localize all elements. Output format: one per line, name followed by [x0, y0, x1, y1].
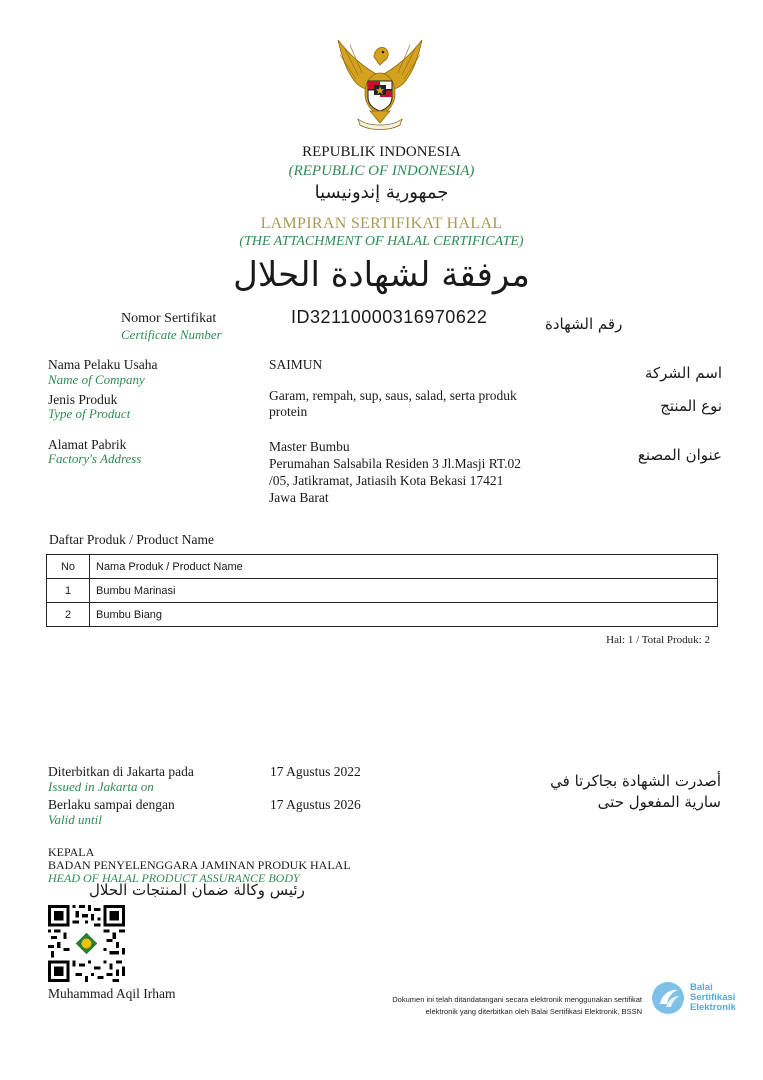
product-type-label: Jenis Produk [48, 392, 118, 407]
factory-address-line1: Master Bumbu [269, 439, 350, 454]
e-signature-note-line2: elektronik yang diterbitkan oleh Balai Sertifikasi Elektronik, BSSN [425, 1007, 642, 1016]
signer-name: Muhammad Aqil Irham [48, 986, 176, 1001]
garuda-emblem-icon [330, 35, 430, 135]
factory-address-line3: /05, Jatikramat, Jatiasih Kota Bekasi 17421 [269, 473, 504, 488]
agency-name-id: BADAN PENYELENGGARA JAMINAN PRODUK HALAL [48, 858, 351, 872]
e-signature-note-line1: Dokumen ini telah ditandatangani secara elektronik menggunakan sertifikat [392, 995, 642, 1004]
factory-label: Alamat Pabrik [48, 437, 127, 452]
head-title: KEPALA [48, 845, 95, 859]
product-type-value-line1: Garam, rempah, sup, saus, salad, serta produk [269, 388, 517, 403]
company-value: SAIMUN [269, 357, 323, 372]
product-table [46, 554, 718, 627]
qr-code-icon [48, 905, 125, 982]
product-name: Bumbu Marinasi [90, 579, 718, 603]
bsre-logo-icon [650, 980, 686, 1016]
country-name-id: REPUBLIK INDONESIA [302, 144, 461, 160]
product-type-label-en: Type of Product [48, 406, 131, 421]
company-label-ar: اسم الشركة [644, 364, 722, 382]
issued-date: 17 Agustus 2022 [270, 764, 361, 779]
column-header-product-name: Nama Produk / Product Name [90, 555, 718, 579]
certificate-number: ID32110000316970622 [291, 307, 488, 327]
product-type-label-ar: نوع المنتج [660, 397, 722, 415]
product-type-value-line2: protein [269, 404, 308, 419]
country-name-ar: جمهورية إندونيسيا [314, 182, 449, 203]
document-title-id: LAMPIRAN SERTIFIKAT HALAL [260, 215, 503, 232]
valid-until-label-en: Valid until [48, 812, 102, 827]
table-row [47, 603, 718, 627]
valid-until-label-ar: سارية المفعول حتى [597, 793, 721, 811]
company-label-en: Name of Company [48, 372, 145, 387]
valid-until-label: Berlaku sampai dengan [48, 797, 175, 812]
issued-label-en: Issued in Jakarta on [48, 779, 154, 794]
bsre-logo-word2: Sertifikasi [690, 992, 736, 1003]
bsre-logo-word1: Balai [690, 982, 713, 993]
document-title-ar: مرفقة لشهادة الحلال [233, 255, 530, 295]
issued-label-ar: أصدرت الشهادة بجاكرتا في [550, 772, 721, 790]
row-number: 1 [47, 579, 90, 603]
certificate-number-label-ar: رقم الشهادة [545, 315, 623, 333]
table-header-row [47, 555, 718, 579]
bsre-logo-word3: Elektronik [690, 1002, 736, 1013]
factory-address-line2: Perumahan Salsabila Residen 3 Jl.Masji RT.02 [269, 456, 522, 471]
agency-name-en: HEAD OF HALAL PRODUCT ASSURANCE BODY [48, 871, 300, 885]
certificate-number-label: Nomor Sertifikat [121, 311, 217, 326]
agency-name-ar: رئيس وكالة ضمان المنتجات الحلال [89, 881, 305, 899]
table-row [47, 579, 718, 603]
product-list-caption: Daftar Produk / Product Name [49, 532, 214, 547]
valid-until-date: 17 Agustus 2026 [270, 797, 361, 812]
company-label: Nama Pelaku Usaha [48, 357, 158, 372]
country-name-en: (REPUBLIC OF INDONESIA) [288, 163, 475, 179]
e-signature-note [330, 994, 642, 1018]
factory-label-ar: عنوان المصنع [637, 446, 722, 464]
document-title-en: (THE ATTACHMENT OF HALAL CERTIFICATE) [239, 234, 524, 249]
issued-label: Diterbitkan di Jakarta pada [48, 764, 194, 779]
row-number: 2 [47, 603, 90, 627]
factory-address-line4: Jawa Barat [269, 490, 329, 505]
certificate-number-label-en: Certificate Number [121, 327, 222, 342]
factory-label-en: Factory's Address [48, 451, 142, 466]
column-header-no: No [47, 555, 90, 579]
page-product-count: Hal: 1 / Total Produk: 2 [606, 634, 710, 646]
product-name: Bumbu Biang [90, 603, 718, 627]
